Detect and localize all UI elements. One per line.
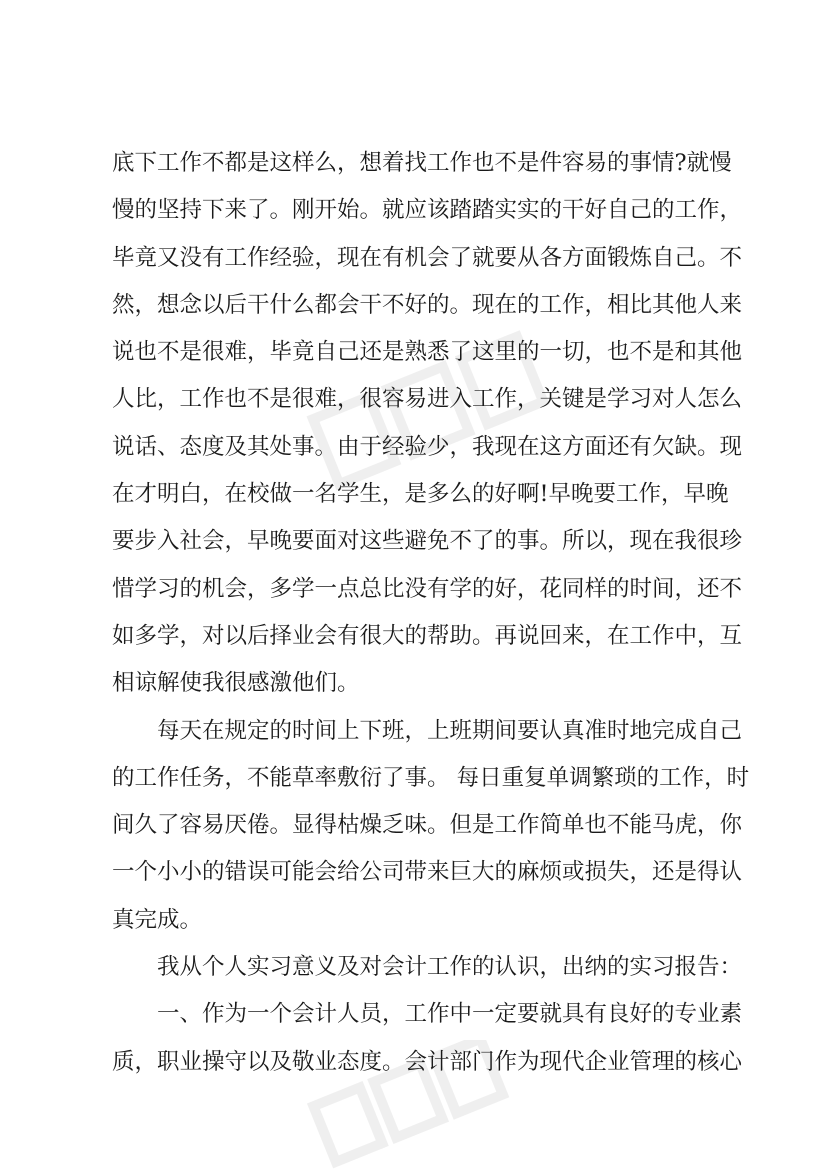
text-line: 真完成。 <box>112 906 203 933</box>
text-line: 说也不是很难，毕竟自己还是熟悉了这里的一切，也不是和其他 <box>112 339 743 366</box>
text-line: 要步入社会，早晚要面对这些避免不了的事。所以，现在我很珍 <box>112 528 743 555</box>
text-line: 间久了容易厌倦。显得枯燥乏味。但是工作简单也不能马虎，你 <box>112 812 743 839</box>
text-line: 慢的坚持下来了。刚开始。就应该踏踏实实的干好自己的工作， <box>112 197 743 224</box>
paragraph-start-line: 我从个人实习意义及对会计工作的认识，出纳的实习报告： <box>157 954 743 981</box>
text-line: 的工作任务，不能草率敷衍了事。 每日重复单调繁琐的工作，时 <box>112 764 750 791</box>
text-line: 然，想念以后干什么都会干不好的。现在的工作，相比其他人来 <box>112 291 743 318</box>
text-line: 相谅解使我很感激他们。 <box>112 670 360 697</box>
text-line: 一个小小的错误可能会给公司带来巨大的麻烦或损失，还是得认 <box>112 859 743 886</box>
document-body <box>112 140 750 1086</box>
paragraph-start-line: 一、作为一个会计人员，工作中一定要就具有良好的专业素 <box>157 1001 743 1028</box>
text-line: 如多学，对以后择业会有很大的帮助。再说回来，在工作中，互 <box>112 622 743 649</box>
paragraph-start-line: 每天在规定的时间上下班，上班期间要认真准时地完成自己 <box>157 717 743 744</box>
text-line: 惜学习的机会，多学一点总比没有学的好，花同样的时间，还不 <box>112 575 743 602</box>
text-line: 底下工作不都是这样么，想着找工作也不是件容易的事情?就慢 <box>112 150 732 176</box>
text-line: 质，职业操守以及敬业态度。会计部门作为现代企业管理的核心 <box>112 1048 743 1075</box>
text-line: 人比，工作也不是很难，很容易进入工作，关键是学习对人怎么 <box>112 386 743 413</box>
text-line: 毕竟又没有工作经验，现在有机会了就要从各方面锻炼自己。不 <box>112 244 743 271</box>
text-line: 在才明白，在校做一名学生，是多么的好啊!早晚要工作，早晚 <box>112 481 729 508</box>
text-line: 说话、态度及其处事。由于经验少，我现在这方面还有欠缺。现 <box>112 433 743 460</box>
